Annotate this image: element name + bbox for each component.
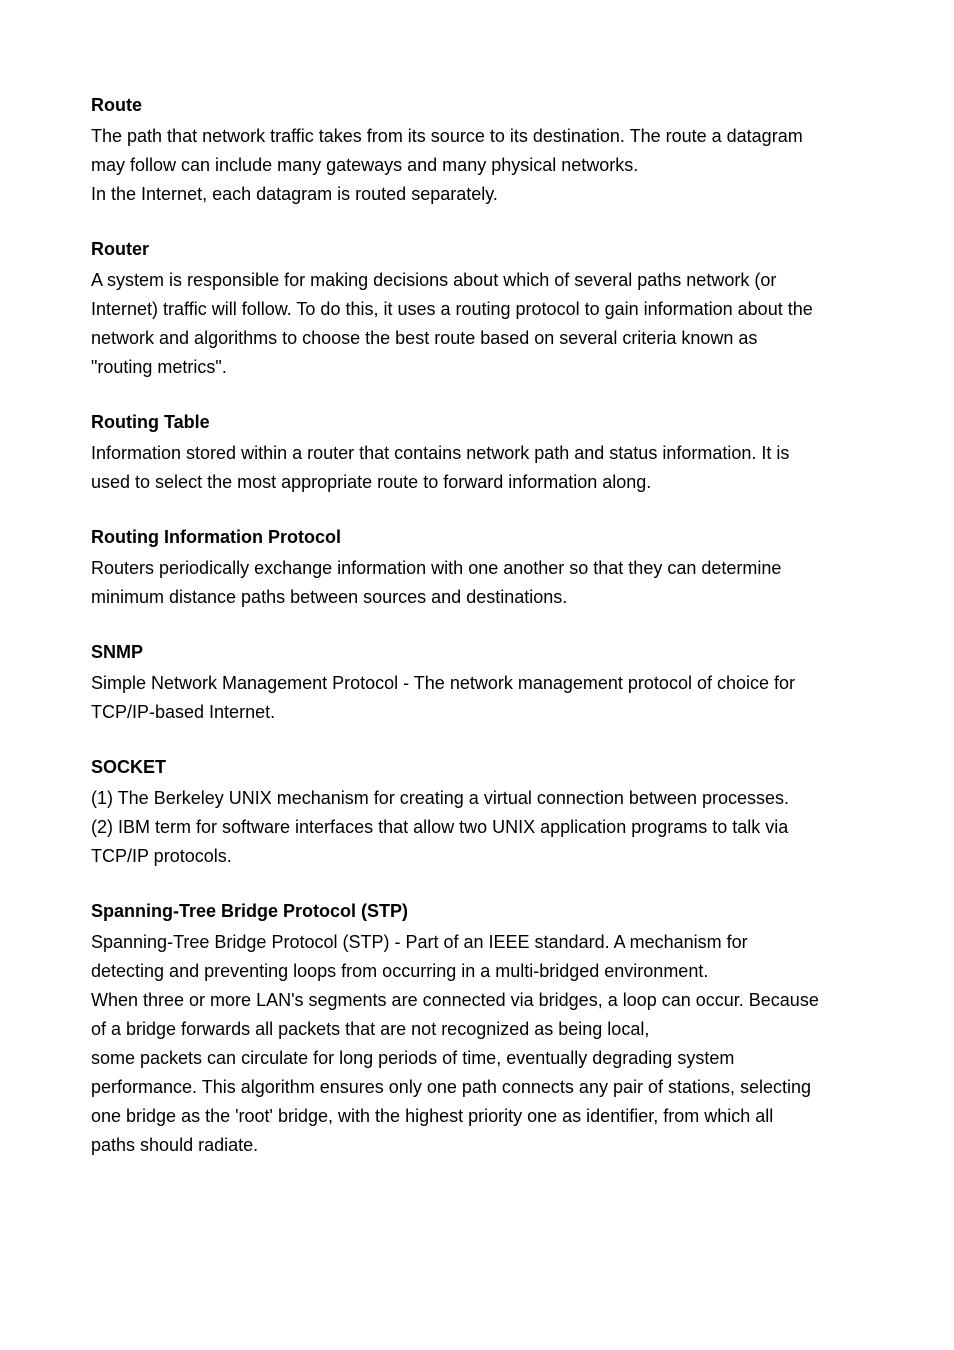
- definition-line: Spanning-Tree Bridge Protocol (STP) - Part of an IEEE standard. A mechanism for: [91, 932, 748, 952]
- glossary-term: Routing Information Protocol: [91, 527, 341, 547]
- definition-line: network and algorithms to choose the best route based on several criteria known as: [91, 328, 758, 348]
- glossary-term: Route: [91, 95, 142, 115]
- definition-line: of a bridge forwards all packets that are not recognized as being local,: [91, 1019, 650, 1039]
- definition-line: When three or more LAN's segments are connected via bridges, a loop can occur. Because: [91, 990, 819, 1010]
- definition-line: detecting and preventing loops from occurring in a multi-bridged environment.: [91, 961, 709, 981]
- definition-line: minimum distance paths between sources and destinations.: [91, 587, 568, 607]
- definition-line: TCP/IP-based Internet.: [91, 702, 276, 722]
- definition-line: some packets can circulate for long periods of time, eventually degrading system: [91, 1048, 735, 1068]
- glossary-term: Router: [91, 239, 149, 259]
- glossary-entry-snmp: [91, 641, 871, 727]
- glossary-entry-stp: [91, 900, 871, 1160]
- definition-line: used to select the most appropriate route to forward information along.: [91, 472, 652, 492]
- definition-line: "routing metrics".: [91, 357, 227, 377]
- definition-line: (2) IBM term for software interfaces that allow two UNIX application programs to talk via: [91, 817, 789, 837]
- glossary-term: Routing Table: [91, 412, 210, 432]
- definition-line: Internet) traffic will follow. To do this, it uses a routing protocol to gain information about the: [91, 299, 813, 319]
- glossary-entry-rip: [91, 526, 871, 612]
- definition-line: one bridge as the 'root' bridge, with the highest priority one as identifier, from which all: [91, 1106, 774, 1126]
- definition-line: performance. This algorithm ensures only one path connects any pair of stations, selecting: [91, 1077, 812, 1097]
- definition-line: The path that network traffic takes from its source to its destination. The route a datagram: [91, 126, 803, 146]
- definition-line: may follow can include many gateways and many physical networks.: [91, 155, 639, 175]
- glossary-entry-socket: [91, 756, 871, 871]
- definition-line: (1) The Berkeley UNIX mechanism for creating a virtual connection between processes.: [91, 788, 789, 808]
- definition-line: Simple Network Management Protocol - The network management protocol of choice for: [91, 673, 796, 693]
- definition-line: Routers periodically exchange information with one another so that they can determine: [91, 558, 782, 578]
- definition-line: Information stored within a router that contains network path and status information. It is: [91, 443, 790, 463]
- glossary-entry-routing-table: [91, 411, 871, 497]
- definition-line: paths should radiate.: [91, 1135, 259, 1155]
- definition-line: TCP/IP protocols.: [91, 846, 232, 866]
- glossary-entry-route: [91, 94, 871, 209]
- glossary-entry-router: [91, 238, 871, 382]
- glossary-page: [91, 94, 871, 1189]
- glossary-term: Spanning-Tree Bridge Protocol (STP): [91, 901, 409, 921]
- definition-line: In the Internet, each datagram is routed separately.: [91, 184, 498, 204]
- glossary-term: SOCKET: [91, 757, 167, 777]
- definition-line: A system is responsible for making decisions about which of several paths network (or: [91, 270, 777, 290]
- glossary-term: SNMP: [91, 642, 144, 662]
